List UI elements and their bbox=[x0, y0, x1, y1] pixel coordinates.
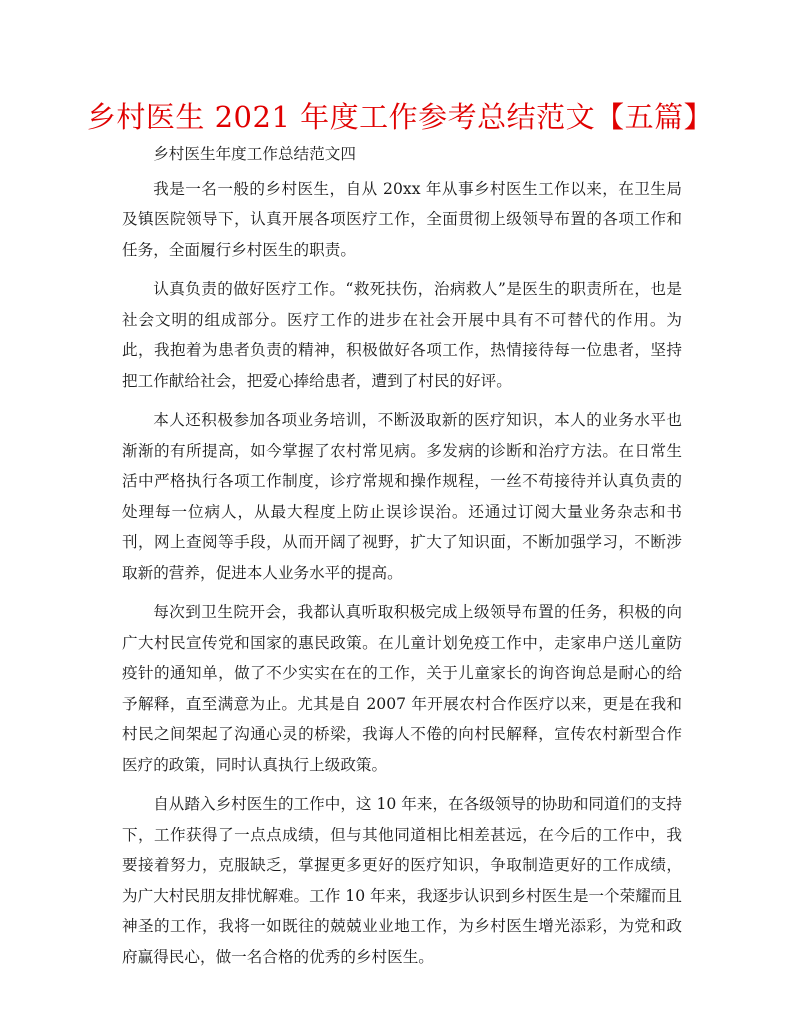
paragraph-4: 每次到卫生院开会，我都认真听取积极完成上级领导布置的任务，积极的向广大村民宣传党和国家的惠民政策。在儿童计划免疫工作中，走家串户送儿童防疫针的通知单，做了不少实实在在的工作，关于儿童家长的询咨询总是耐心的给予解释，直至满意为止。尤其是自 2007 年开展农村合作医疗以来，更是在我和村民之间架起了沟通心灵的桥梁，我诲人不倦的向村民解释，宣传农村新型合作医疗的政策，同时认真执行上级政策。 bbox=[122, 603, 682, 774]
paragraph-2: 认真负责的做好医疗工作。“救死扶伤，治病救人”是医生的职责所在，也是社会文明的组成部分。医疗工作的进步在社会开展中具有不可替代的作用。为此，我抱着为患者负责的精神，积极做好各项工作，热情接待每一位患者，坚持把工作献给社会，把爱心捧给患者，遭到了村民的好评。 bbox=[122, 280, 682, 390]
section-subtitle: 乡村医生年度工作总结范文四 bbox=[153, 145, 356, 163]
document-title: 乡村医生 2021 年度工作参考总结范文【五篇】 bbox=[86, 100, 714, 134]
paragraph-1: 我是一名一般的乡村医生，自从 20xx 年从事乡村医生工作以来，在卫生局及镇医院领导下，认真开展各项医疗工作，全面贯彻上级领导布置的各项工作和任务，全面履行乡村医生的职责。 bbox=[122, 179, 682, 259]
document-body bbox=[122, 139, 682, 981]
paragraph-5: 自从踏入乡村医生的工作中，这 10 年来，在各级领导的协助和同道们的支持下，工作获得了一点点成绩，但与其他同道相比相差甚远，在今后的工作中，我要接着努力，克服缺乏，掌握更多更好的医疗知识，争取制造更好的工作成绩，为广大村民朋友排忧解难。工作 10 年来，我逐步认识到乡村医生是一个荣耀而且神圣的工作，我将一如既往的兢兢业业地工作，为乡村医生增光添彩，为党和政府赢得民心，做一名合格的优秀的乡村医生。 bbox=[122, 795, 682, 966]
paragraph-3: 本人还积极参加各项业务培训，不断汲取新的医疗知识，本人的业务水平也渐渐的有所提高，如今掌握了农村常见病。多发病的诊断和治疗方法。在日常生活中严格执行各项工作制度，诊疗常规和操作规程，一丝不苟接待并认真负责的处理每一位病人，从最大程度上防止误诊误治。还通过订阅大量业务杂志和书刊，网上查阅等手段，从而开阔了视野，扩大了知识面，不断加强学习，不断涉取新的营养，促进本人业务水平的提高。 bbox=[122, 411, 682, 582]
